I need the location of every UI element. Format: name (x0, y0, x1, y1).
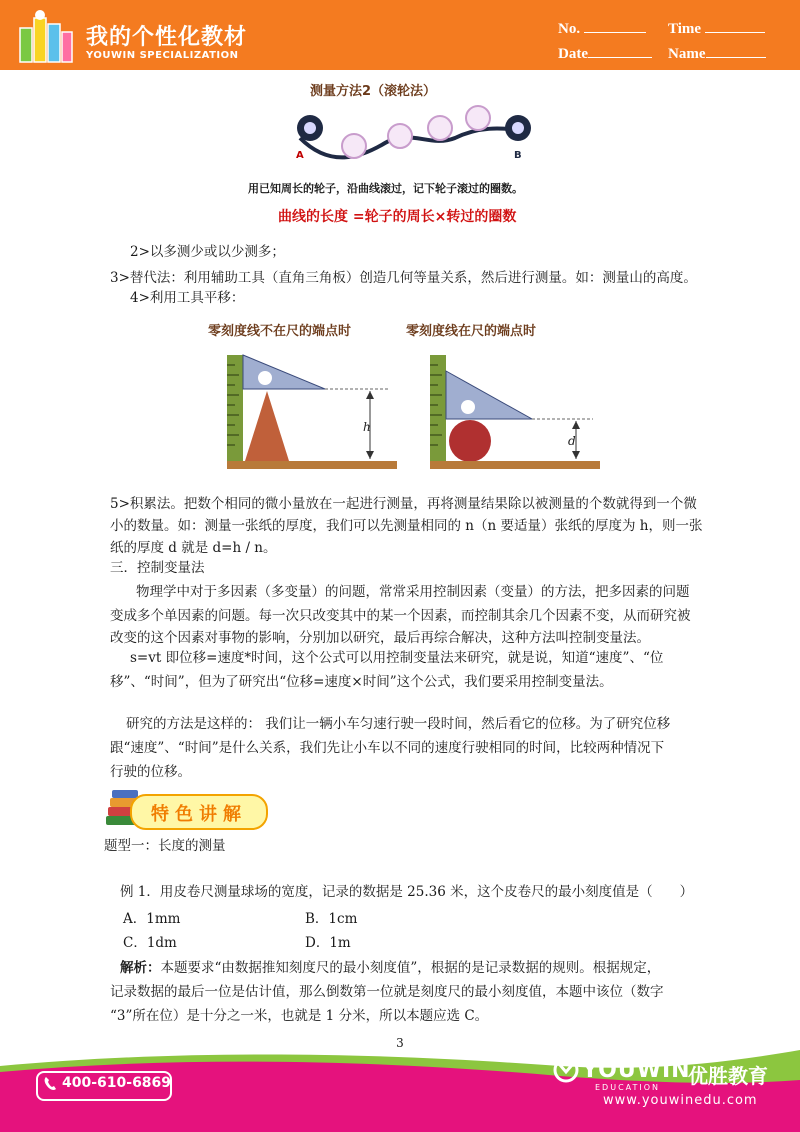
footer-brand-edu: EDUCATION (595, 1083, 661, 1092)
time-label: Time (668, 21, 702, 37)
brand-title: 我的个性化教材 (86, 25, 248, 50)
item-5-line2: 小的数量。如：测量一张纸的厚度，我们可以先测量相同的 n（n 要适量）张纸的厚度为 h，则一张 (110, 518, 703, 534)
section3-p3-line1: 研究的方法是这样的： 我们让一辆小车匀速行驶一段时间，然后看它的位移。为了研究位移 (126, 716, 671, 732)
date-label: Date (558, 46, 588, 62)
date-field (558, 45, 652, 63)
figure2-right-title: 零刻度线在尺的端点时 (406, 324, 537, 339)
analysis-line1 (120, 956, 660, 981)
wheel-ghost-2 (388, 124, 412, 148)
footer-brand-cn: 优胜教育 (688, 1064, 768, 1088)
date-blank (588, 45, 652, 58)
name-blank (706, 45, 766, 58)
footer-url: www.youwinedu.com (603, 1093, 758, 1108)
ruler-diagram-cone (225, 345, 400, 473)
height-h-label: h (363, 420, 371, 434)
youwin-logo-icon (552, 1056, 580, 1084)
item-3: 3>替代法：利用辅助工具（直角三角板）创造几何等量关系，然后进行测量。如：测量山的高度。 (110, 270, 697, 286)
analysis-label: 解析： (120, 960, 161, 976)
time-blank (705, 20, 765, 33)
diameter-d-label: d (568, 434, 576, 448)
no-blank (584, 20, 646, 33)
books-logo-icon (14, 8, 78, 64)
point-a-label: A (296, 150, 304, 161)
section3-p2-line2: 移”、“时间”，但为了研究出“位移=速度×时间”这个公式，我们要采用控制变量法。 (110, 674, 613, 690)
no-field (558, 20, 646, 38)
feature-banner (130, 794, 268, 830)
option-b: B．1cm (305, 911, 358, 927)
item-2: 2>以多测少或以少测多； (130, 244, 285, 260)
figure1-formula: 曲线的长度 =轮子的周长×转过的圈数 (278, 209, 517, 225)
name-field (668, 45, 766, 63)
phone-icon (42, 1075, 60, 1093)
wheel-start (297, 115, 323, 141)
wheel-end (505, 115, 531, 141)
analysis-text-1: 本题要求“由数据推知刻度尺的最小刻度值”，根据的是记录数据的规则。根据规定， (160, 960, 661, 976)
item-4: 4>利用工具平移： (130, 290, 245, 306)
item-5-line1: 5>积累法。把数个相同的微小量放在一起进行测量，再将测量结果除以被测量的个数就得到一个微 (110, 496, 697, 512)
option-d: D．1m (305, 935, 351, 951)
page-number: 3 (396, 1036, 404, 1050)
section3-p1-line2: 变成多个单因素的问题。每一次只改变其中的某一个因素，而控制其余几个因素不变，从而研究被 (110, 608, 691, 624)
time-field (668, 20, 765, 38)
point-b-label: B (514, 150, 522, 161)
wheel-ghost-3 (428, 116, 452, 140)
topic-heading: 题型一：长度的测量 (104, 838, 226, 854)
brand-subtitle: YOUWIN SPECIALIZATION (86, 50, 239, 61)
wheel-ghost-1 (342, 134, 366, 158)
ruler-diagram-sphere (428, 345, 603, 473)
no-label: No. (558, 21, 581, 37)
analysis-line2: 记录数据的最后一位是估计值，那么倒数第一位就是刻度尺的最小刻度值，本题中该位（数字 (110, 984, 664, 1000)
footer-brand-en: YOUWIN (582, 1058, 691, 1083)
figure1-title: 测量方法2（滚轮法） (310, 84, 437, 99)
wheel-ghost-4 (466, 106, 490, 130)
item-5-line3: 纸的厚度 d 就是 d=h / n。 (110, 540, 277, 556)
phone-number: 400-610-6869 (62, 1075, 172, 1091)
section3-p1-line3: 改变的这个因素对事物的影响，分别加以研究，最后再综合解决，这种方法叫控制变量法。 (110, 630, 650, 646)
section3-p1-line1: 物理学中对于多因素（多变量）的问题，常常采用控制因素（变量）的方法，把多因素的问题 (136, 584, 690, 600)
analysis-line3: “3”所在位）是十分之一米，也就是 1 分米，所以本题应选 C。 (110, 1008, 489, 1024)
example1-question: 例 1．用皮卷尺测量球场的宽度，记录的数据是 25.36 米，这个皮卷尺的最小刻度值是（ ） (120, 884, 694, 900)
name-label: Name (668, 46, 706, 62)
feature-banner-text: 特色讲解 (151, 804, 247, 825)
option-c: C．1dm (123, 935, 177, 951)
section3-p2-line1: s=vt 即位移=速度*时间，这个公式可以用控制变量法来研究，就是说，知道“速度”、“位 (130, 650, 664, 666)
section3-p3-line2: 跟“速度”、“时间”是什么关系，我们先让小车以不同的速度行驶相同的时间，比较两种情况下 (110, 740, 665, 756)
option-a: A．1mm (123, 911, 181, 927)
header-bar (0, 0, 800, 70)
section3-heading: 三．控制变量法 (110, 560, 205, 576)
figure2-left-title: 零刻度线不在尺的端点时 (208, 324, 352, 339)
rolling-wheel-diagram (290, 98, 540, 168)
figure1-caption: 用已知周长的轮子，沿曲线滚过，记下轮子滚过的圈数。 (248, 182, 523, 195)
section3-p3-line3: 行驶的位移。 (110, 764, 191, 780)
